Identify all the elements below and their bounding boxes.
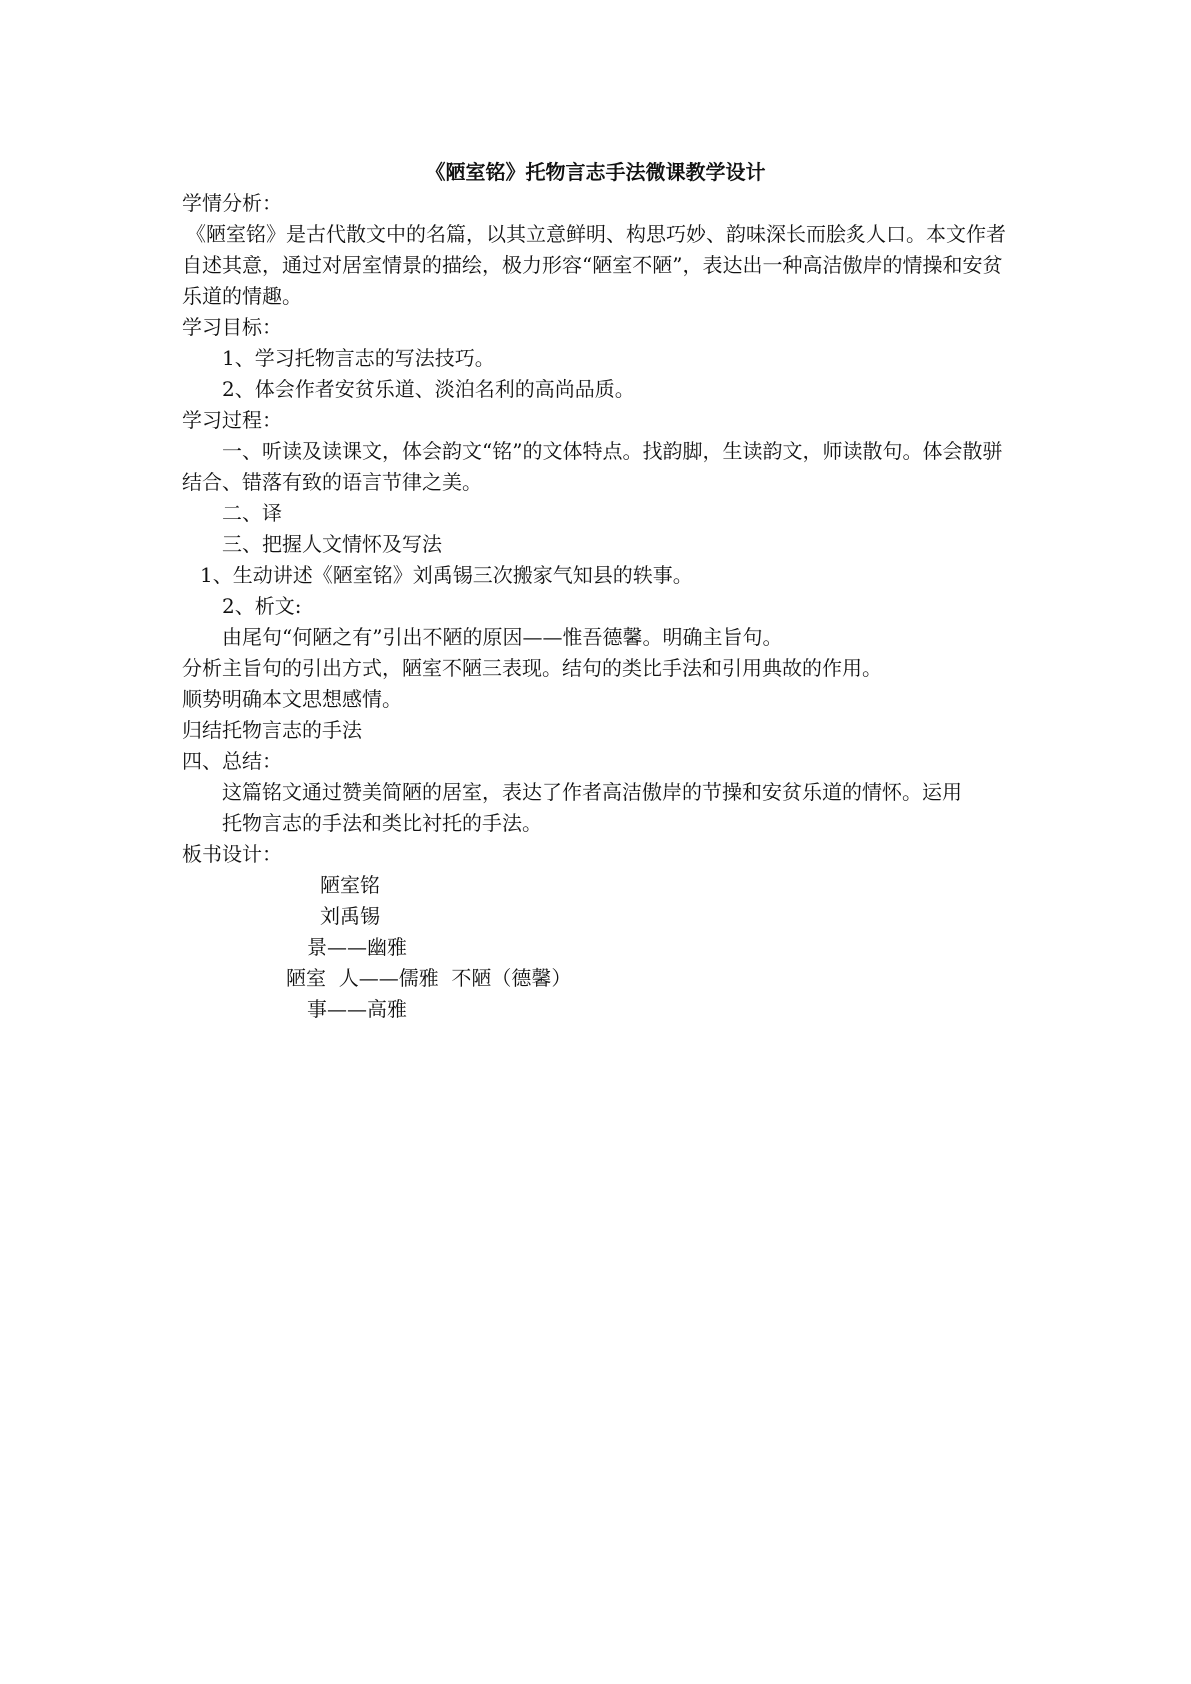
board-title: 陋室铭 bbox=[320, 873, 380, 897]
goals-heading: 学习目标： bbox=[182, 315, 282, 339]
board-row-scene: 景——幽雅 bbox=[307, 935, 407, 959]
goal-item-1: 1、学习托物言志的写法技巧。 bbox=[222, 346, 495, 370]
process-step-3-1: 1、生动讲述《陋室铭》刘禹锡三次搬家气知县的轶事。 bbox=[200, 563, 693, 587]
process-step-3: 三、把握人文情怀及写法 bbox=[222, 532, 442, 556]
process-heading: 学习过程： bbox=[182, 408, 282, 432]
process-step-1: 一、听读及读课文，体会韵文“铭”的文体特点。找韵脚，生读韵文，师读散句。体会散骈结合、错落有致的语言节律之美。 bbox=[182, 439, 1003, 494]
board-row-center: 陋室 人——儒雅 不陋（德馨） bbox=[286, 966, 572, 990]
summary-line-1: 这篇铭文通过赞美简陋的居室，表达了作者高洁傲岸的节操和安贫乐道的情怀。运用 bbox=[222, 780, 962, 804]
board-heading: 板书设计： bbox=[182, 842, 282, 866]
process-step-3-2-c: 顺势明确本文思想感情。 bbox=[182, 687, 402, 711]
analysis-heading: 学情分析： bbox=[182, 191, 282, 215]
process-step-3-2-d: 归结托物言志的手法 bbox=[182, 718, 362, 742]
analysis-paragraph: 《陋室铭》是古代散文中的名篇，以其立意鲜明、构思巧妙、韵味深长而脍炙人口。本文作者自述其意，通过对居室情景的描绘，极力形容“陋室不陋”，表达出一种高洁傲岸的情操和安贫乐道的情趣。 bbox=[182, 222, 1006, 308]
process-step-3-2: 2、析文: bbox=[222, 594, 302, 618]
summary-line-2: 托物言志的手法和类比衬托的手法。 bbox=[222, 811, 542, 835]
board-row-event: 事——高雅 bbox=[307, 997, 407, 1021]
summary-heading: 四、总结： bbox=[182, 749, 282, 773]
process-step-3-2-a: 由尾句“何陋之有”引出不陋的原因——惟吾德馨。明确主旨句。 bbox=[222, 625, 783, 649]
process-step-2: 二、译 bbox=[222, 501, 282, 525]
goal-item-2: 2、体会作者安贫乐道、淡泊名利的高尚品质。 bbox=[222, 377, 635, 401]
document-title: 《陋室铭》托物言志手法微课教学设计 bbox=[425, 160, 766, 184]
board-author: 刘禹锡 bbox=[320, 904, 380, 928]
process-step-3-2-b: 分析主旨句的引出方式，陋室不陋三表现。结句的类比手法和引用典故的作用。 bbox=[182, 656, 882, 680]
